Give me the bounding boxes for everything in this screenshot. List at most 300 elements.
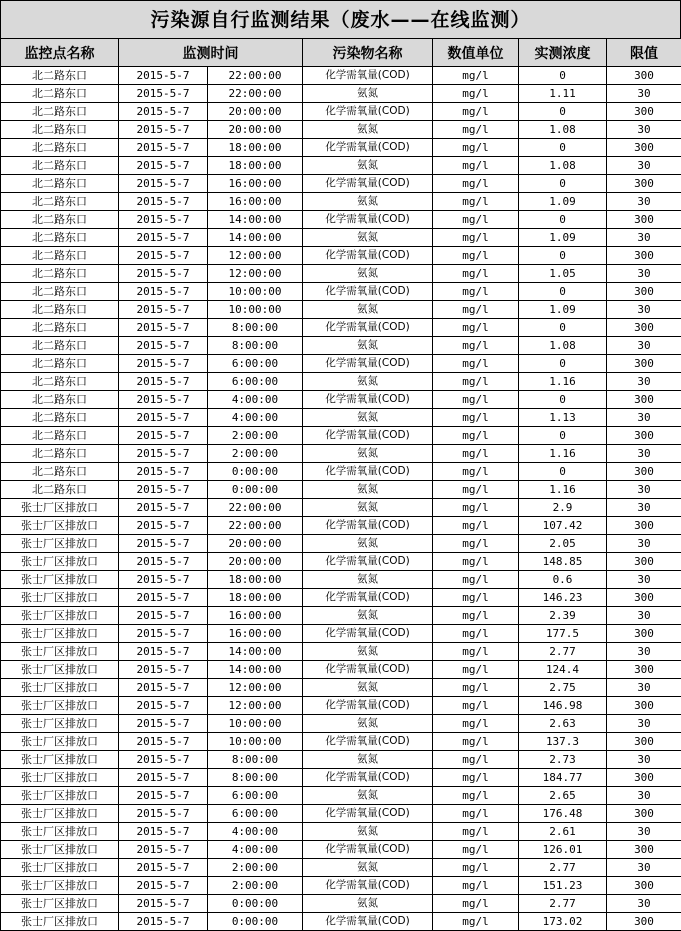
cell-time: 8:00:00 <box>208 319 303 337</box>
table-row <box>1 265 681 283</box>
cell-unit: mg/l <box>433 625 519 643</box>
cell-pollutant: 化学需氧量(COD) <box>303 247 433 265</box>
cell-time: 6:00:00 <box>208 805 303 823</box>
cell-date: 2015-5-7 <box>119 229 208 247</box>
cell-date: 2015-5-7 <box>119 157 208 175</box>
cell-limit: 300 <box>607 391 681 409</box>
cell-date: 2015-5-7 <box>119 805 208 823</box>
cell-pollutant: 氨氮 <box>303 715 433 733</box>
cell-limit: 300 <box>607 67 681 85</box>
table-row <box>1 679 681 697</box>
cell-pollutant: 氨氮 <box>303 121 433 139</box>
cell-limit: 300 <box>607 211 681 229</box>
cell-concentration: 2.77 <box>519 859 607 877</box>
cell-unit: mg/l <box>433 85 519 103</box>
cell-site: 北二路东口 <box>1 121 119 139</box>
cell-date: 2015-5-7 <box>119 625 208 643</box>
cell-date: 2015-5-7 <box>119 139 208 157</box>
cell-time: 14:00:00 <box>208 661 303 679</box>
cell-time: 20:00:00 <box>208 535 303 553</box>
cell-unit: mg/l <box>433 877 519 895</box>
table-row <box>1 535 681 553</box>
cell-unit: mg/l <box>433 841 519 859</box>
cell-limit: 300 <box>607 877 681 895</box>
cell-site: 北二路东口 <box>1 175 119 193</box>
cell-site: 北二路东口 <box>1 103 119 121</box>
table-row <box>1 859 681 877</box>
cell-limit: 300 <box>607 283 681 301</box>
cell-pollutant: 氨氮 <box>303 571 433 589</box>
cell-concentration: 1.09 <box>519 229 607 247</box>
cell-limit: 300 <box>607 805 681 823</box>
cell-limit: 300 <box>607 103 681 121</box>
cell-limit: 30 <box>607 193 681 211</box>
cell-pollutant: 化学需氧量(COD) <box>303 697 433 715</box>
table-row <box>1 301 681 319</box>
cell-pollutant: 化学需氧量(COD) <box>303 877 433 895</box>
cell-date: 2015-5-7 <box>119 553 208 571</box>
cell-date: 2015-5-7 <box>119 499 208 517</box>
cell-time: 16:00:00 <box>208 607 303 625</box>
cell-concentration: 0 <box>519 391 607 409</box>
cell-site: 北二路东口 <box>1 319 119 337</box>
cell-unit: mg/l <box>433 697 519 715</box>
cell-time: 18:00:00 <box>208 589 303 607</box>
cell-concentration: 126.01 <box>519 841 607 859</box>
cell-limit: 30 <box>607 679 681 697</box>
cell-site: 张士厂区排放口 <box>1 679 119 697</box>
cell-pollutant: 氨氮 <box>303 787 433 805</box>
cell-unit: mg/l <box>433 103 519 121</box>
cell-concentration: 0 <box>519 211 607 229</box>
cell-pollutant: 化学需氧量(COD) <box>303 67 433 85</box>
cell-time: 6:00:00 <box>208 373 303 391</box>
cell-date: 2015-5-7 <box>119 67 208 85</box>
table-row <box>1 841 681 859</box>
cell-unit: mg/l <box>433 661 519 679</box>
cell-pollutant: 氨氮 <box>303 373 433 391</box>
table-row <box>1 355 681 373</box>
cell-limit: 300 <box>607 247 681 265</box>
cell-time: 4:00:00 <box>208 391 303 409</box>
cell-concentration: 2.73 <box>519 751 607 769</box>
table-row <box>1 661 681 679</box>
cell-site: 张士厂区排放口 <box>1 913 119 931</box>
cell-date: 2015-5-7 <box>119 715 208 733</box>
cell-site: 张士厂区排放口 <box>1 589 119 607</box>
cell-time: 4:00:00 <box>208 841 303 859</box>
table-row <box>1 553 681 571</box>
cell-concentration: 146.98 <box>519 697 607 715</box>
cell-pollutant: 氨氮 <box>303 679 433 697</box>
cell-unit: mg/l <box>433 589 519 607</box>
cell-date: 2015-5-7 <box>119 769 208 787</box>
cell-date: 2015-5-7 <box>119 247 208 265</box>
cell-unit: mg/l <box>433 67 519 85</box>
header-pollutant: 污染物名称 <box>303 39 433 67</box>
table-row <box>1 715 681 733</box>
table-row <box>1 823 681 841</box>
cell-site: 张士厂区排放口 <box>1 697 119 715</box>
cell-pollutant: 化学需氧量(COD) <box>303 769 433 787</box>
cell-concentration: 176.48 <box>519 805 607 823</box>
cell-time: 2:00:00 <box>208 445 303 463</box>
cell-time: 8:00:00 <box>208 337 303 355</box>
cell-time: 0:00:00 <box>208 913 303 931</box>
cell-concentration: 137.3 <box>519 733 607 751</box>
cell-site: 北二路东口 <box>1 139 119 157</box>
cell-limit: 300 <box>607 769 681 787</box>
cell-site: 张士厂区排放口 <box>1 625 119 643</box>
cell-pollutant: 氨氮 <box>303 859 433 877</box>
cell-unit: mg/l <box>433 535 519 553</box>
cell-site: 北二路东口 <box>1 265 119 283</box>
cell-time: 2:00:00 <box>208 427 303 445</box>
cell-limit: 300 <box>607 841 681 859</box>
cell-limit: 30 <box>607 445 681 463</box>
cell-limit: 30 <box>607 643 681 661</box>
cell-pollutant: 化学需氧量(COD) <box>303 319 433 337</box>
cell-concentration: 0 <box>519 67 607 85</box>
cell-limit: 300 <box>607 553 681 571</box>
cell-concentration: 0 <box>519 139 607 157</box>
cell-site: 北二路东口 <box>1 355 119 373</box>
cell-time: 0:00:00 <box>208 481 303 499</box>
cell-concentration: 1.16 <box>519 481 607 499</box>
table-row <box>1 445 681 463</box>
table-row <box>1 571 681 589</box>
cell-limit: 30 <box>607 157 681 175</box>
cell-unit: mg/l <box>433 211 519 229</box>
cell-limit: 300 <box>607 733 681 751</box>
cell-pollutant: 化学需氧量(COD) <box>303 175 433 193</box>
cell-pollutant: 化学需氧量(COD) <box>303 355 433 373</box>
cell-limit: 300 <box>607 625 681 643</box>
cell-pollutant: 氨氮 <box>303 535 433 553</box>
cell-limit: 30 <box>607 337 681 355</box>
cell-site: 北二路东口 <box>1 445 119 463</box>
cell-limit: 30 <box>607 535 681 553</box>
table-row <box>1 751 681 769</box>
cell-concentration: 0 <box>519 103 607 121</box>
cell-time: 10:00:00 <box>208 733 303 751</box>
cell-site: 张士厂区排放口 <box>1 733 119 751</box>
cell-time: 18:00:00 <box>208 157 303 175</box>
table-row <box>1 625 681 643</box>
cell-date: 2015-5-7 <box>119 319 208 337</box>
cell-concentration: 1.11 <box>519 85 607 103</box>
cell-unit: mg/l <box>433 121 519 139</box>
cell-date: 2015-5-7 <box>119 733 208 751</box>
cell-time: 18:00:00 <box>208 571 303 589</box>
cell-site: 北二路东口 <box>1 409 119 427</box>
cell-concentration: 177.5 <box>519 625 607 643</box>
table-row <box>1 175 681 193</box>
cell-unit: mg/l <box>433 643 519 661</box>
cell-site: 张士厂区排放口 <box>1 535 119 553</box>
cell-date: 2015-5-7 <box>119 409 208 427</box>
cell-time: 16:00:00 <box>208 193 303 211</box>
cell-limit: 30 <box>607 895 681 913</box>
cell-concentration: 184.77 <box>519 769 607 787</box>
cell-concentration: 2.77 <box>519 643 607 661</box>
cell-date: 2015-5-7 <box>119 211 208 229</box>
cell-date: 2015-5-7 <box>119 859 208 877</box>
table-row <box>1 877 681 895</box>
cell-site: 张士厂区排放口 <box>1 841 119 859</box>
cell-time: 14:00:00 <box>208 643 303 661</box>
table-row <box>1 247 681 265</box>
cell-site: 张士厂区排放口 <box>1 751 119 769</box>
cell-pollutant: 化学需氧量(COD) <box>303 517 433 535</box>
cell-pollutant: 氨氮 <box>303 751 433 769</box>
cell-unit: mg/l <box>433 823 519 841</box>
cell-date: 2015-5-7 <box>119 373 208 391</box>
cell-pollutant: 氨氮 <box>303 499 433 517</box>
cell-pollutant: 化学需氧量(COD) <box>303 913 433 931</box>
cell-date: 2015-5-7 <box>119 463 208 481</box>
cell-date: 2015-5-7 <box>119 877 208 895</box>
cell-limit: 30 <box>607 751 681 769</box>
cell-pollutant: 化学需氧量(COD) <box>303 463 433 481</box>
cell-date: 2015-5-7 <box>119 841 208 859</box>
cell-concentration: 0 <box>519 247 607 265</box>
cell-time: 4:00:00 <box>208 409 303 427</box>
cell-date: 2015-5-7 <box>119 571 208 589</box>
cell-unit: mg/l <box>433 373 519 391</box>
table-row <box>1 193 681 211</box>
cell-limit: 300 <box>607 913 681 931</box>
cell-limit: 30 <box>607 301 681 319</box>
table-row <box>1 409 681 427</box>
table-row <box>1 895 681 913</box>
cell-date: 2015-5-7 <box>119 787 208 805</box>
cell-unit: mg/l <box>433 571 519 589</box>
cell-time: 2:00:00 <box>208 859 303 877</box>
header-limit: 限值 <box>607 39 681 67</box>
cell-pollutant: 化学需氧量(COD) <box>303 211 433 229</box>
cell-time: 0:00:00 <box>208 895 303 913</box>
table-row <box>1 211 681 229</box>
cell-unit: mg/l <box>433 301 519 319</box>
cell-unit: mg/l <box>433 607 519 625</box>
cell-limit: 30 <box>607 823 681 841</box>
cell-time: 10:00:00 <box>208 715 303 733</box>
cell-date: 2015-5-7 <box>119 589 208 607</box>
cell-site: 张士厂区排放口 <box>1 859 119 877</box>
cell-date: 2015-5-7 <box>119 265 208 283</box>
cell-time: 20:00:00 <box>208 121 303 139</box>
report-title: 污染源自行监测结果（废水——在线监测） <box>0 0 681 38</box>
table-row <box>1 463 681 481</box>
cell-concentration: 173.02 <box>519 913 607 931</box>
cell-pollutant: 化学需氧量(COD) <box>303 103 433 121</box>
cell-unit: mg/l <box>433 553 519 571</box>
cell-date: 2015-5-7 <box>119 481 208 499</box>
monitoring-table <box>0 38 681 931</box>
cell-date: 2015-5-7 <box>119 679 208 697</box>
cell-concentration: 1.16 <box>519 445 607 463</box>
cell-time: 0:00:00 <box>208 463 303 481</box>
cell-unit: mg/l <box>433 175 519 193</box>
cell-site: 张士厂区排放口 <box>1 553 119 571</box>
cell-limit: 30 <box>607 571 681 589</box>
cell-time: 20:00:00 <box>208 103 303 121</box>
cell-time: 14:00:00 <box>208 211 303 229</box>
cell-unit: mg/l <box>433 481 519 499</box>
cell-limit: 30 <box>607 859 681 877</box>
cell-date: 2015-5-7 <box>119 175 208 193</box>
cell-concentration: 1.16 <box>519 373 607 391</box>
table-row <box>1 337 681 355</box>
cell-pollutant: 氨氮 <box>303 157 433 175</box>
table-row <box>1 589 681 607</box>
table-row <box>1 391 681 409</box>
cell-unit: mg/l <box>433 247 519 265</box>
cell-concentration: 1.13 <box>519 409 607 427</box>
cell-unit: mg/l <box>433 337 519 355</box>
table-row <box>1 229 681 247</box>
cell-unit: mg/l <box>433 445 519 463</box>
cell-unit: mg/l <box>433 265 519 283</box>
table-row <box>1 283 681 301</box>
cell-date: 2015-5-7 <box>119 643 208 661</box>
table-row <box>1 319 681 337</box>
cell-pollutant: 氨氮 <box>303 229 433 247</box>
cell-concentration: 124.4 <box>519 661 607 679</box>
cell-site: 张士厂区排放口 <box>1 517 119 535</box>
cell-unit: mg/l <box>433 499 519 517</box>
cell-limit: 300 <box>607 661 681 679</box>
cell-pollutant: 氨氮 <box>303 895 433 913</box>
cell-pollutant: 氨氮 <box>303 193 433 211</box>
cell-date: 2015-5-7 <box>119 283 208 301</box>
cell-concentration: 1.05 <box>519 265 607 283</box>
table-row <box>1 913 681 931</box>
cell-site: 张士厂区排放口 <box>1 661 119 679</box>
cell-limit: 300 <box>607 355 681 373</box>
table-row <box>1 103 681 121</box>
cell-concentration: 2.63 <box>519 715 607 733</box>
cell-date: 2015-5-7 <box>119 913 208 931</box>
cell-limit: 300 <box>607 697 681 715</box>
cell-limit: 30 <box>607 229 681 247</box>
cell-date: 2015-5-7 <box>119 697 208 715</box>
cell-unit: mg/l <box>433 733 519 751</box>
cell-site: 张士厂区排放口 <box>1 877 119 895</box>
cell-site: 北二路东口 <box>1 67 119 85</box>
cell-date: 2015-5-7 <box>119 535 208 553</box>
cell-concentration: 1.08 <box>519 157 607 175</box>
table-body <box>1 67 681 931</box>
cell-time: 22:00:00 <box>208 517 303 535</box>
cell-concentration: 2.65 <box>519 787 607 805</box>
table-row <box>1 697 681 715</box>
cell-time: 22:00:00 <box>208 67 303 85</box>
header-site: 监控点名称 <box>1 39 119 67</box>
cell-time: 8:00:00 <box>208 751 303 769</box>
cell-pollutant: 氨氮 <box>303 85 433 103</box>
header-concentration: 实测浓度 <box>519 39 607 67</box>
table-row <box>1 139 681 157</box>
cell-time: 10:00:00 <box>208 283 303 301</box>
cell-concentration: 0 <box>519 463 607 481</box>
cell-concentration: 1.09 <box>519 301 607 319</box>
table-row <box>1 481 681 499</box>
cell-concentration: 2.61 <box>519 823 607 841</box>
cell-pollutant: 氨氮 <box>303 301 433 319</box>
cell-limit: 300 <box>607 139 681 157</box>
cell-limit: 300 <box>607 175 681 193</box>
table-row <box>1 121 681 139</box>
cell-time: 16:00:00 <box>208 175 303 193</box>
cell-limit: 300 <box>607 427 681 445</box>
cell-pollutant: 氨氮 <box>303 643 433 661</box>
cell-limit: 300 <box>607 463 681 481</box>
cell-time: 4:00:00 <box>208 823 303 841</box>
cell-unit: mg/l <box>433 427 519 445</box>
cell-unit: mg/l <box>433 355 519 373</box>
cell-date: 2015-5-7 <box>119 445 208 463</box>
cell-concentration: 1.08 <box>519 121 607 139</box>
cell-unit: mg/l <box>433 913 519 931</box>
cell-site: 北二路东口 <box>1 193 119 211</box>
cell-date: 2015-5-7 <box>119 427 208 445</box>
cell-pollutant: 化学需氧量(COD) <box>303 625 433 643</box>
cell-limit: 30 <box>607 481 681 499</box>
cell-concentration: 1.09 <box>519 193 607 211</box>
cell-unit: mg/l <box>433 391 519 409</box>
cell-limit: 30 <box>607 499 681 517</box>
table-row <box>1 373 681 391</box>
cell-unit: mg/l <box>433 787 519 805</box>
cell-site: 张士厂区排放口 <box>1 895 119 913</box>
cell-date: 2015-5-7 <box>119 895 208 913</box>
cell-pollutant: 化学需氧量(COD) <box>303 391 433 409</box>
header-row <box>1 39 681 67</box>
table-row <box>1 157 681 175</box>
cell-date: 2015-5-7 <box>119 391 208 409</box>
cell-site: 北二路东口 <box>1 247 119 265</box>
cell-date: 2015-5-7 <box>119 517 208 535</box>
cell-pollutant: 化学需氧量(COD) <box>303 733 433 751</box>
cell-pollutant: 氨氮 <box>303 337 433 355</box>
table-row <box>1 805 681 823</box>
cell-time: 18:00:00 <box>208 139 303 157</box>
cell-concentration: 1.08 <box>519 337 607 355</box>
cell-pollutant: 氨氮 <box>303 265 433 283</box>
cell-time: 12:00:00 <box>208 265 303 283</box>
cell-pollutant: 氨氮 <box>303 409 433 427</box>
cell-pollutant: 化学需氧量(COD) <box>303 841 433 859</box>
cell-site: 北二路东口 <box>1 211 119 229</box>
table-row <box>1 643 681 661</box>
cell-site: 北二路东口 <box>1 301 119 319</box>
cell-concentration: 2.77 <box>519 895 607 913</box>
cell-date: 2015-5-7 <box>119 823 208 841</box>
cell-pollutant: 氨氮 <box>303 823 433 841</box>
table-row <box>1 607 681 625</box>
table-row <box>1 517 681 535</box>
cell-concentration: 0 <box>519 319 607 337</box>
cell-concentration: 0 <box>519 355 607 373</box>
cell-site: 张士厂区排放口 <box>1 643 119 661</box>
cell-unit: mg/l <box>433 517 519 535</box>
cell-time: 12:00:00 <box>208 679 303 697</box>
cell-site: 北二路东口 <box>1 85 119 103</box>
cell-limit: 30 <box>607 409 681 427</box>
cell-unit: mg/l <box>433 157 519 175</box>
